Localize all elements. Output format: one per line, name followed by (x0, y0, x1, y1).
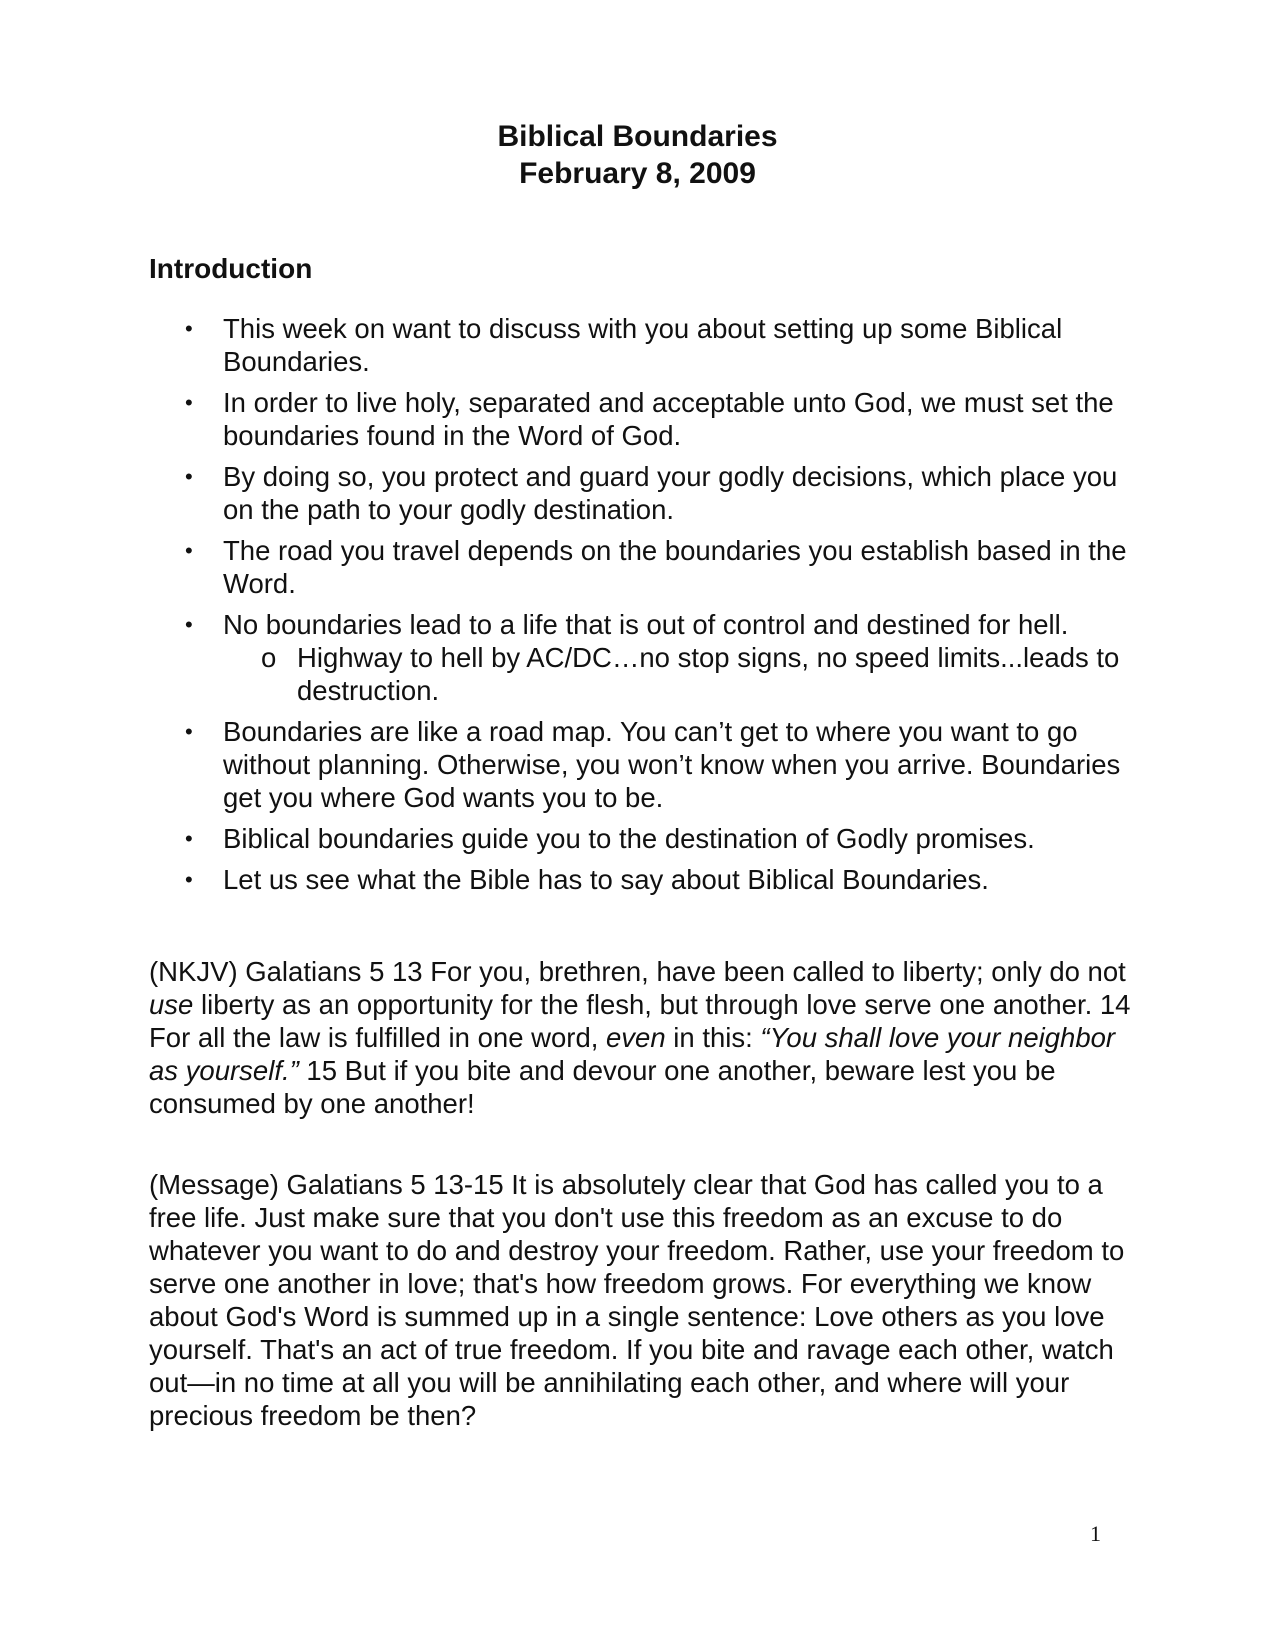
nkjv-passage (149, 955, 1149, 1120)
bullet-item (149, 460, 1139, 526)
bullet-icon: • (185, 826, 193, 851)
nkjv-italic-even: even (606, 1022, 666, 1053)
bullet-text: By doing so, you protect and guard your godly decisions, which place you on the path to your godly destination. (223, 461, 1118, 525)
bullet-icon: • (185, 316, 193, 341)
bullet-icon: • (185, 867, 193, 892)
nkjv-text-part: in this: (665, 1022, 761, 1053)
bullet-item (149, 386, 1139, 452)
bullet-icon: • (185, 719, 193, 744)
circle-bullet-icon: o (261, 642, 277, 673)
bullet-text: This week on want to discuss with you about setting up some Biblical Boundaries. (223, 313, 1063, 377)
bullet-icon: • (185, 612, 193, 637)
section-heading-introduction: Introduction (149, 253, 313, 284)
bullet-text: No boundaries lead to a life that is out of control and destined for hell. (223, 609, 1069, 640)
bullet-text: Let us see what the Bible has to say about Biblical Boundaries. (223, 864, 989, 895)
bullet-item (149, 608, 1139, 707)
page-number: 1 (1090, 1521, 1101, 1546)
bullet-item (149, 715, 1139, 814)
bullet-item (149, 822, 1139, 855)
bullet-item (149, 863, 1139, 896)
title-block (0, 118, 1275, 192)
nkjv-italic-quote: “You shall love your neighbor as yourself.” (149, 1022, 1116, 1086)
nkjv-italic-use: use (149, 989, 194, 1020)
sub-bullet-list (223, 641, 1139, 707)
sub-bullet-text: Highway to hell by AC/DC…no stop signs, no speed limits...leads to destruction. (297, 642, 1120, 706)
bullet-text: Biblical boundaries guide you to the destination of Godly promises. (223, 823, 1035, 854)
sub-bullet-item (223, 641, 1139, 707)
nkjv-text-part: liberty as an opportunity for the flesh, but through love serve one another. 14 For all the law is fulfilled in one word, (149, 989, 1131, 1053)
nkjv-text-part: (NKJV) Galatians 5 13 For you, brethren, have been called to liberty; only do not (149, 956, 1126, 987)
introduction-bullet-list (149, 312, 1139, 904)
message-passage: (Message) Galatians 5 13-15 It is absolutely clear that God has called you to a free life. Just make sure that you don't use this freedom as an excuse to do whatever you want to do and destroy your freedom. Rather, use your freedom to serve one another in love; that's how freedom grows. For everything we know about God's Word is summed up in a single sentence: Love others as you love yourself. That's an act of true freedom. If you bite and ravage each other, watch out—in no time at all you will be annihilating each other, and where will your precious freedom be then? (149, 1169, 1125, 1431)
bullet-icon: • (185, 464, 193, 489)
bullet-text: The road you travel depends on the boundaries you establish based in the Word. (223, 535, 1127, 599)
nkjv-text-part: 15 But if you bite and devour one another, beware lest you be consumed by one another! (149, 1055, 1056, 1119)
document-date: February 8, 2009 (519, 157, 756, 190)
bullet-icon: • (185, 538, 193, 563)
bullet-icon: • (185, 390, 193, 415)
bullet-text: In order to live holy, separated and acceptable unto God, we must set the boundaries found in the Word of God. (223, 387, 1114, 451)
bullet-text: Boundaries are like a road map. You can’t get to where you want to go without planning. Otherwise, you won’t know when you arrive. Boundaries get you where God wants you to be. (223, 716, 1121, 813)
document-title: Biblical Boundaries (497, 120, 778, 153)
bullet-item (149, 312, 1139, 378)
bullet-item (149, 534, 1139, 600)
